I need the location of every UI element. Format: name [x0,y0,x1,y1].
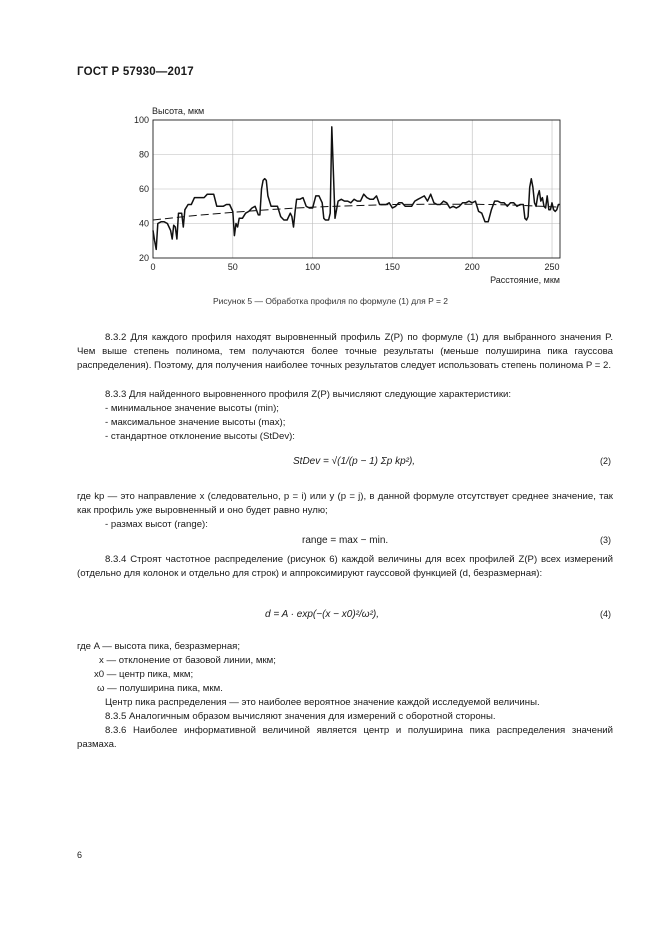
y-tick-label: 60 [138,184,149,194]
list-item-range: - размах высот (range): [105,519,208,530]
formula-range [302,535,388,546]
section-8-3-2 [77,331,613,373]
x-axis-label: Расстояние, мкм [490,275,560,285]
figure-caption: Рисунок 5 — Обработка профиля по формуле (1) для P = 2 [212,296,449,306]
document-header: ГОСТ Р 57930—2017 [77,66,194,78]
section-8-3-4 [77,553,613,581]
formula-2-number: (2) [600,456,611,466]
y-tick-label: 80 [138,149,149,160]
list-item-min: - минимальное значение высоты (min); [105,403,279,414]
formula-stdev-text: StDev = √(1/(p − 1) Σp kp²), [293,456,416,467]
var-A: где A — высота пика, безразмерная; [77,641,241,652]
x-tick-label: 150 [384,262,400,272]
formula-3-number: (3) [600,535,611,545]
y-tick-label: 40 [138,218,149,229]
paragraph-peak-center: Центр пика распределения — это наиболее вероятное значение каждой исследуемой величины. [105,697,540,708]
formula-gauss [265,609,379,620]
section-8-3-3 [77,388,613,444]
list-item-stdev: - стандартное отклонение высоты (StDev): [105,431,295,442]
paragraph-8-3-4: 8.3.4 Строят частотное распределение (рисунок 6) каждой величины для всех профилей Z(P) всех измерений (отдельно для колонок и отдельно для строк) и аппроксимируют гауссовой функцией (d, безразмерная): [77,554,613,579]
var-x: x — отклонение от базовой линии, мкм; [99,655,276,666]
x-tick-label: 250 [544,262,560,272]
fit-curve-line [153,204,560,220]
paragraph-kp-note: где kp — это направление x (следовательно, p = i) или y (p = j), в данной формуле отсутствует среднее значение, так как профиль уже выровненный и оно будет равно нулю; [77,491,613,516]
x-tick-labels [150,262,559,272]
profile-chart [100,100,570,292]
variables-block [77,640,613,752]
var-omega: ω — полуширина пика, мкм. [97,683,223,694]
paragraph-8-3-3-intro: 8.3.3 Для найденного выровненного профиля Z(P) вычисляют следующие характеристики: [105,389,512,400]
formula-stdev [293,456,415,467]
y-axis-label: Высота, мкм [152,106,205,116]
y-tick-labels [134,115,149,263]
paragraph-8-3-5: 8.3.5 Аналогичным образом вычисляют значения для измерений с оборотной стороны. [105,711,496,722]
x-tick-label: 0 [150,262,156,272]
var-x0: x0 — центр пика, мкм; [94,669,194,680]
list-item-max: - максимальное значение высоты (max); [105,417,286,428]
y-tick-label: 100 [133,115,149,125]
paragraph-8-3-6: 8.3.6 Наиболее информативной величиной является центр и полуширина пика распределения значений размаха. [77,725,613,750]
paragraph-8-3-2: 8.3.2 Для каждого профиля находят выровненный профиль Z(P) по формуле (1) для выбранного значения P. Чем выше степень полинома, тем получаются более точные результаты (меньше полуширина пика гауссова распределения). Поэтому, для получения наиболее точных результатов следует использовать степень полинома P = 2. [77,332,613,371]
x-tick-label: 50 [227,262,238,272]
measured-profile-line [153,127,560,249]
formula-4-number: (4) [600,609,611,619]
formula-gauss-text: d = A · exp(−(x − x0)²/ω²), [265,609,380,620]
formula-range-text: range = max − min. [302,535,389,546]
x-tick-label: 200 [464,262,480,272]
page-number: 6 [77,850,83,860]
kp-note-block [77,490,613,532]
chart-grid [153,120,560,258]
y-tick-label: 20 [138,253,149,263]
x-tick-label: 100 [305,262,321,272]
